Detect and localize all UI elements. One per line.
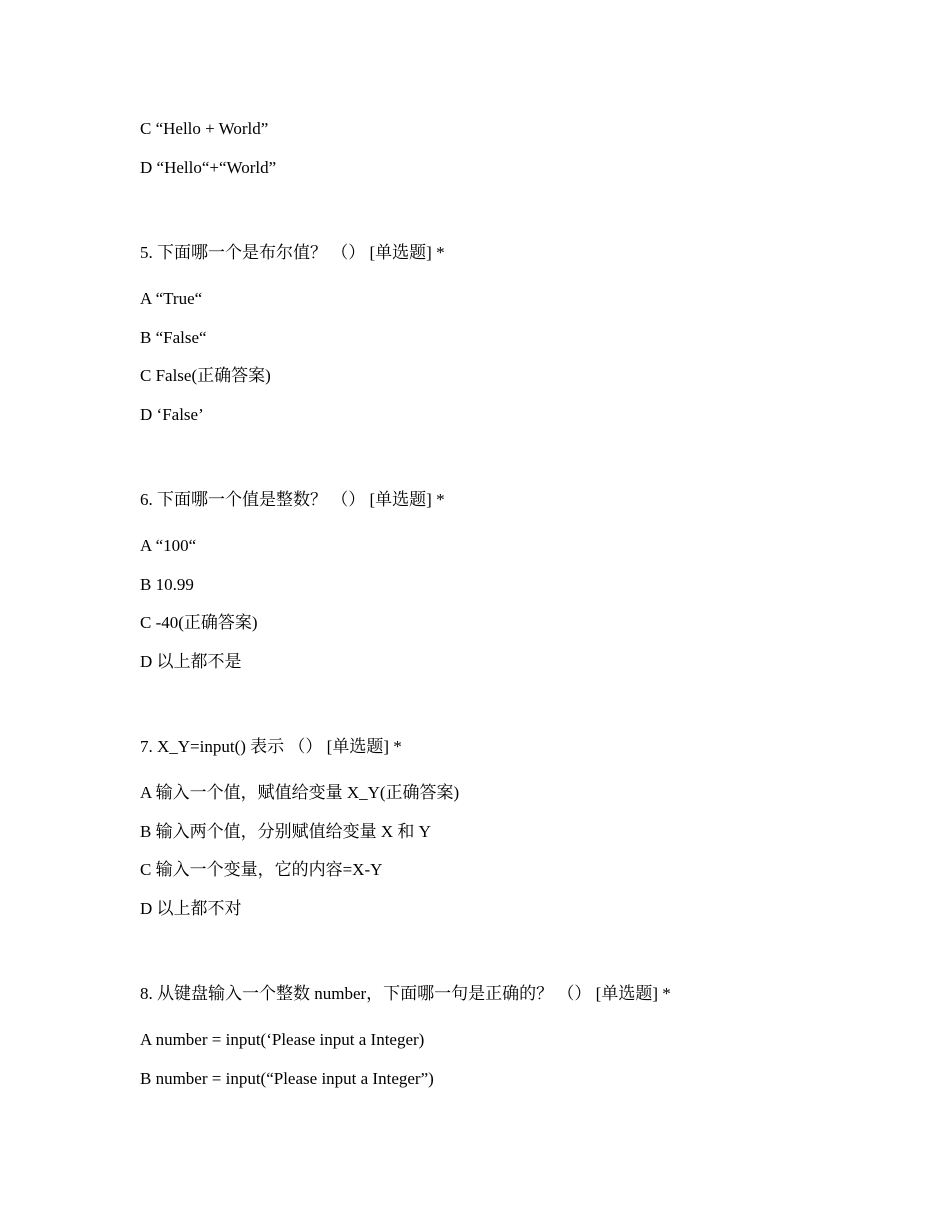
option-b: B number = input(“Please input a Integer”) [140, 1068, 434, 1088]
option-c: C “Hello + World” [140, 119, 269, 138]
question-6 [140, 488, 900, 674]
option-d: D 以上都不对 [140, 898, 242, 918]
question-title: 5. 下面哪一个是布尔值？ （） [单选题] * [140, 243, 445, 262]
option-c: C -40(正确答案) [140, 613, 258, 632]
option-a: A 输入一个值，赋值给变量 X_Y(正确答案) [140, 783, 460, 802]
question-title: 7. X_Y=input() 表示 （） [单选题] * [140, 737, 402, 756]
carryover-options [140, 117, 900, 180]
option-c: C False(正确答案) [140, 366, 271, 385]
option-a: A number = input(‘Please input a Integer) [140, 1030, 425, 1049]
question-5 [140, 241, 900, 427]
question-title: 8. 从键盘输入一个整数 number，下面哪一句是正确的？ （） [单选题] * [140, 984, 671, 1003]
option-b: B “False“ [140, 327, 207, 347]
option-b: B 输入两个值，分别赋值给变量 X 和 Y [140, 821, 431, 841]
option-a: A “100“ [140, 536, 197, 555]
question-title: 6. 下面哪一个值是整数？ （） [单选题] * [140, 490, 445, 509]
option-d: D 以上都不是 [140, 651, 242, 671]
document-page [140, 117, 900, 1105]
spacer [140, 441, 900, 488]
option-d: D “Hello“+“World” [140, 157, 277, 177]
option-d: D ‘False’ [140, 404, 204, 424]
spacer [140, 194, 900, 241]
spacer [140, 935, 900, 982]
spacer [140, 688, 900, 735]
question-8 [140, 982, 900, 1091]
option-a: A “True“ [140, 289, 203, 308]
question-7 [140, 735, 900, 921]
option-c: C 输入一个变量，它的内容=X-Y [140, 860, 383, 879]
option-b: B 10.99 [140, 574, 194, 594]
